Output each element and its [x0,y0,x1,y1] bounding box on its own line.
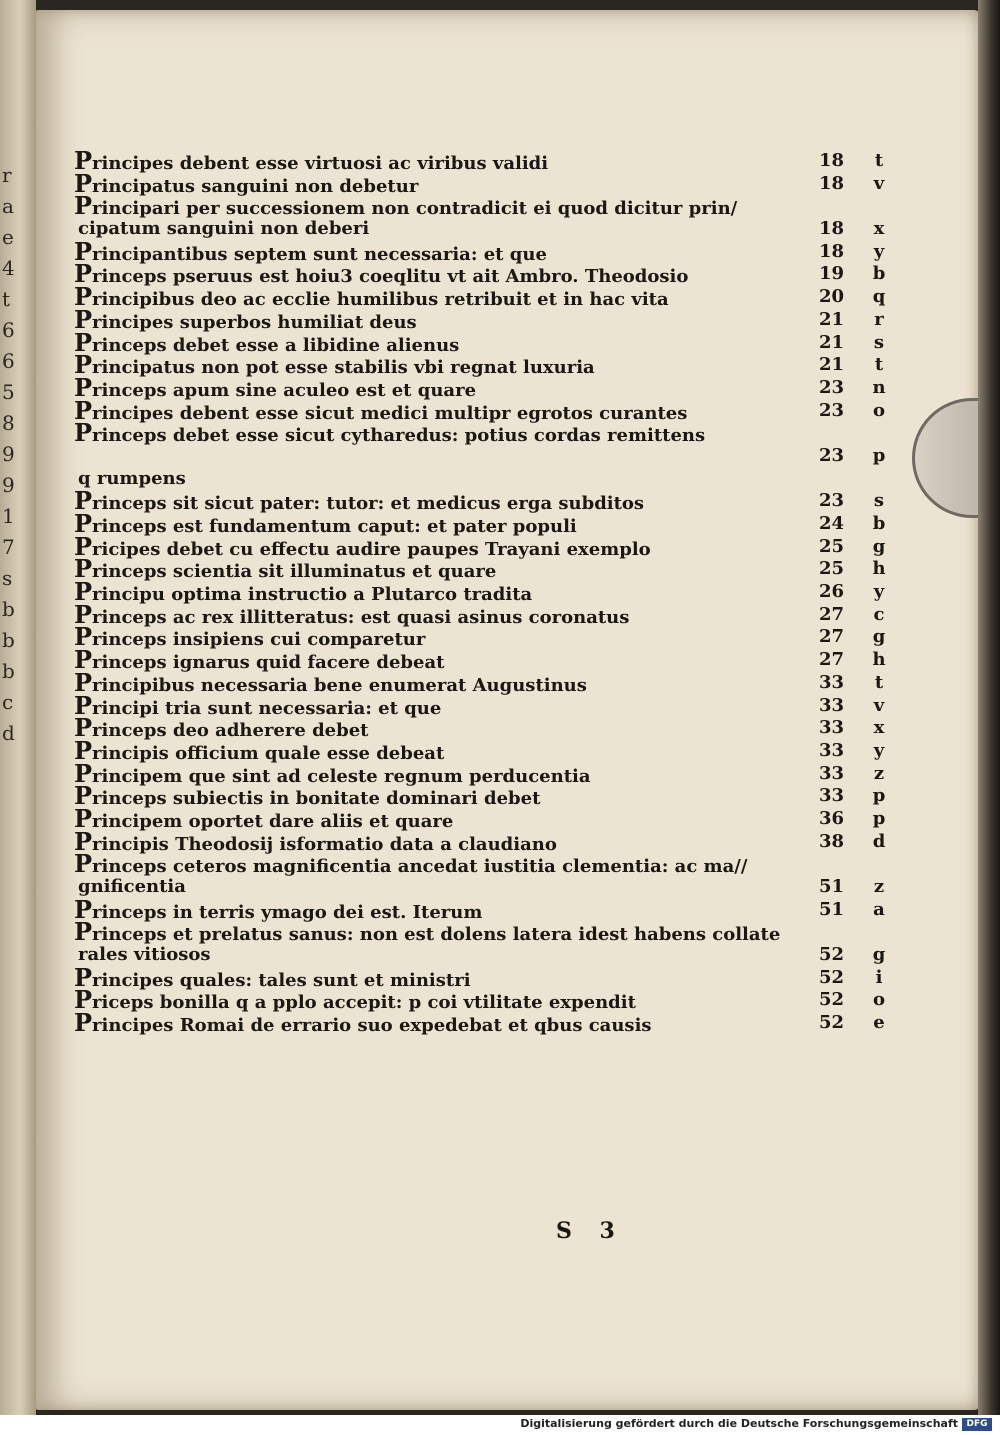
entry-section-letter: q [872,286,886,308]
entry-section-letter: x [873,218,885,240]
entry-text: Princeps debet esse sicut cytharedus: potius cordas remittens [74,418,706,448]
entry-page-number: 18 [818,240,844,262]
entry-text: Princeps sit sicut pater: tutor: et medicus erga subditos [74,486,645,516]
entry-text: Princeps et prelatus sanus: non est dolens latera idest habens collate [74,917,781,947]
index-entry [74,327,885,357]
entry-section-letter: b [872,513,886,534]
entry-page-number: 25 [818,558,844,580]
index-entry [74,962,883,992]
facing-page-glyph: t [2,287,11,311]
entry-page-number: 26 [818,581,844,603]
index-entry [74,236,885,266]
entry-text: Princeps subiectis in bonitate dominari debet [74,781,541,811]
index-entry [74,444,886,468]
index-entry [74,803,886,833]
index-entry [74,218,885,241]
facing-page-edge [0,0,36,1415]
entry-text: Principis officium quale esse debeat [74,735,445,765]
index-entry [74,577,885,607]
entry-section-letter: z [873,876,885,897]
entry-text: Princeps ceteros magnificentia ancedat iustitia clementia: ac ma// [74,849,748,879]
facing-page-glyph: 9 [2,442,15,466]
entry-page-number: 33 [818,671,844,693]
dfg-logo-icon: DFG [962,1418,992,1431]
facing-page-glyph: 6 [2,349,15,373]
entry-text: Princeps ignarus quid facere debeat [74,645,445,675]
entry-page-number: 23 [818,444,844,466]
entry-page-number: 33 [818,694,844,716]
facing-page-glyph: a [2,194,14,218]
entry-page-number: 52 [818,989,844,1011]
facing-page-glyph: 4 [2,256,15,280]
entry-page-number: 23 [818,399,844,421]
entry-text: Principari per successionem non contradicit ei quod dicitur prin/ [74,191,738,221]
entry-text: Principibus deo ac ecclie humilibus retribuit et in hac vita [74,282,669,312]
index-entry [74,259,886,289]
entry-page-number: 18 [818,172,844,194]
entry-page-number: 19 [818,263,844,285]
entry-section-letter: i [875,966,883,988]
entry-page-number: 27 [818,603,844,625]
entry-page-number: 23 [818,490,844,512]
index-entry [74,667,884,697]
entry-section-letter: o [872,399,885,421]
index-entry [74,395,885,425]
entry-page-number: 20 [818,286,844,308]
facing-page-glyph: d [2,721,15,745]
entry-section-letter: x [873,717,885,739]
entry-text: Pricipes debet cu effectu audire paupes Trayani exemplo [74,531,651,561]
index-entry [74,146,884,175]
index-entry [74,781,886,811]
entry-section-letter: y [873,581,885,603]
facing-page-glyph: 7 [2,535,15,559]
entry-text: Principu optima instructio a Plutarco tradita [74,577,533,607]
entry-page-number: 23 [818,376,844,398]
index-entry [74,622,886,652]
index-entry [74,486,885,516]
index-entry [74,917,844,947]
entry-page-number: 18 [818,150,844,171]
index-entry [74,191,844,221]
facing-page-glyph: 5 [2,380,15,404]
entry-section-letter: p [872,785,886,807]
entry-section-letter: d [872,830,886,852]
entry-section-letter: v [873,172,885,194]
entry-section-letter: y [873,739,885,761]
entry-section-letter: a [873,898,885,920]
entry-text: Princeps scientia sit illuminatus et quare [74,554,497,584]
entry-text: Principatus sanguini non debetur [74,168,419,198]
footer-bar [0,1415,1000,1435]
index-entry [74,645,886,675]
entry-text: Principes superbos humiliat deus [74,304,417,334]
entry-section-letter: s [873,490,885,512]
index-entry [74,282,886,312]
entry-section-letter: p [872,444,886,466]
index-entry [74,894,885,924]
index-entry [74,876,885,899]
entry-section-letter: e [873,1012,885,1034]
index-entry [74,168,885,198]
entry-section-letter: t [874,150,884,171]
facing-page-glyph: b [2,659,15,683]
entry-page-number: 33 [818,717,844,739]
signature-mark: S 3 [556,1218,625,1244]
entry-section-letter: v [873,694,885,716]
entry-page-number: 21 [818,308,844,330]
entry-text: cipatum sanguini non deberi [78,218,370,240]
entry-text: Princeps ac rex illitteratus: est quasi asinus coronatus [74,599,630,629]
index-entry [74,531,886,561]
footer-credit: Digitalisierung gefördert durch die Deutsche Forschungsgemeinschaft [520,1417,958,1430]
entry-page-number: 21 [818,331,844,353]
entry-text: rales vitiosos [78,944,211,966]
facing-page-glyph: 1 [2,504,15,528]
entry-page-number: 51 [818,898,844,920]
entry-page-number: 38 [818,830,844,852]
index-entry [74,554,886,584]
entry-page-number: 27 [818,626,844,648]
entry-section-letter: h [872,558,886,580]
facing-page-fragments [2,160,32,749]
entry-section-letter: p [872,807,886,829]
entry-page-number: 33 [818,762,844,784]
index-list [74,146,886,1038]
index-entry [74,985,885,1015]
entry-page-number: 24 [818,513,844,534]
index-entry [74,418,844,448]
index-entry [74,735,885,765]
index-entry [74,372,886,402]
entry-text: Priceps bonilla q a pplo accepit: p coi vtilitate expendit [74,985,636,1015]
entry-text: Principem que sint ad celeste regnum perducentia [74,758,591,788]
entry-page-number: 52 [818,1012,844,1034]
entry-text: Principes Romai de errario suo expedebat et qbus causis [74,1008,652,1038]
entry-text: Principi tria sunt necessaria: et que [74,690,442,720]
facing-page-glyph: 8 [2,411,15,435]
entry-page-number: 33 [818,785,844,807]
entry-section-letter: t [874,671,884,693]
index-entry [74,468,844,491]
entry-text: Principis Theodosij isformatio data a claudiano [74,826,557,856]
entry-section-letter: g [872,626,886,648]
facing-page-glyph: b [2,628,15,652]
entry-text: Principes debent esse sicut medici multipr egrotos curantes [74,395,688,425]
index-entry [74,1008,885,1038]
index-entry [74,690,885,720]
entry-text: q rumpens [78,467,186,489]
entry-text: Princeps est fundamentum caput: et pater populi [74,509,577,538]
index-entry [74,758,885,788]
facing-page-glyph: r [2,163,12,187]
binding-edge [978,0,1000,1415]
entry-page-number: 27 [818,649,844,671]
entry-page-number: 51 [818,876,844,897]
entry-page-number: 25 [818,535,844,557]
entry-text: Principes quales: tales sunt et ministri [74,962,471,992]
entry-text: Princeps pseruus est hoiu3 coeqlitu vt ait Ambro. Theodosio [74,259,689,289]
entry-page-number: 21 [818,354,844,376]
index-entry [74,509,886,538]
entry-section-letter: g [872,944,886,966]
entry-section-letter: s [873,331,885,353]
entry-text: Princeps deo adherere debet [74,713,369,743]
index-entry [74,826,886,856]
entry-text: Princeps insipiens cui comparetur [74,622,426,652]
entry-section-letter: y [873,240,885,262]
index-entry [74,350,884,380]
entry-section-letter: o [872,989,885,1011]
entry-section-letter: r [874,308,884,330]
facing-page-glyph: s [2,566,13,590]
entry-text: gnificentia [78,876,186,897]
entry-section-letter: c [873,603,885,625]
entry-text: Principes debent esse virtuosi ac viribus validi [74,146,549,175]
entry-page-number: 52 [818,944,844,966]
entry-page-number: 36 [818,807,844,829]
index-entry [74,599,885,629]
entry-section-letter: b [872,263,886,285]
facing-page-glyph: 9 [2,473,15,497]
entry-text: Princeps debet esse a libidine alienus [74,327,460,357]
entry-page-number: 33 [818,739,844,761]
index-entry [74,304,884,334]
entry-page-number: 52 [818,966,844,988]
facing-page-glyph: 6 [2,318,15,342]
entry-section-letter: t [874,354,884,376]
entry-text: Principibus necessaria bene enumerat Augustinus [74,667,587,697]
entry-page-number: 18 [818,218,844,240]
facing-page-glyph: e [2,225,14,249]
entry-text: Principem oportet dare aliis et quare [74,803,454,833]
entry-section-letter: n [872,376,886,398]
entry-text: Principantibus septem sunt necessaria: et que [74,236,547,266]
facing-page-glyph: b [2,597,15,621]
entry-section-letter: g [872,535,886,557]
index-entry [74,849,844,879]
entry-text: Principatus non pot esse stabilis vbi regnat luxuria [74,350,595,380]
facing-page-glyph: c [2,690,14,714]
entry-text: Princeps apum sine aculeo est et quare [74,372,477,402]
entry-text: Princeps in terris ymago dei est. Iterum [74,894,483,924]
index-entry [74,713,885,743]
index-entry [74,944,886,967]
entry-section-letter: z [873,762,885,784]
entry-section-letter: h [872,649,886,671]
